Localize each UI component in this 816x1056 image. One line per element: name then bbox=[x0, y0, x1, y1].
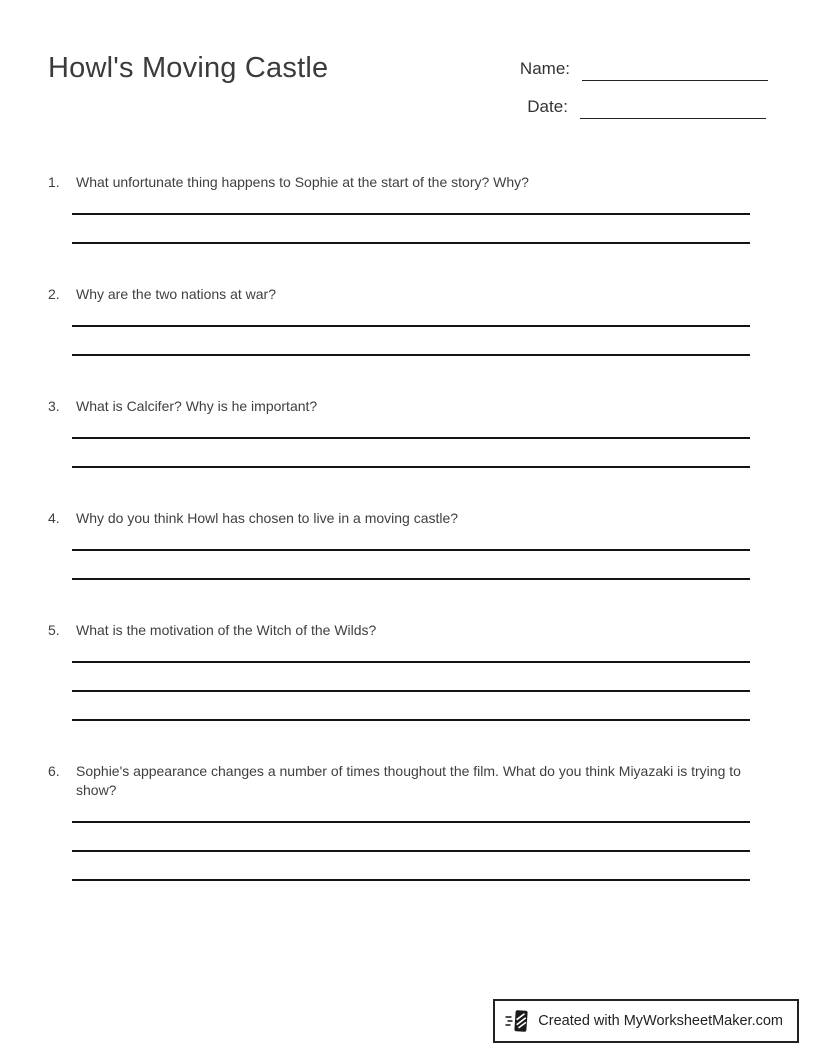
answer-line bbox=[72, 466, 750, 468]
date-blank-line bbox=[580, 95, 766, 119]
answer-line bbox=[72, 325, 750, 327]
name-blank-line bbox=[582, 57, 768, 81]
question-number: 4. bbox=[48, 510, 60, 526]
answer-line bbox=[72, 549, 750, 551]
answer-lines bbox=[72, 325, 750, 356]
question-text: What is the motivation of the Witch of the Wilds? bbox=[76, 622, 377, 638]
question-row bbox=[48, 397, 768, 416]
question-block bbox=[48, 621, 768, 721]
question-row bbox=[48, 173, 768, 192]
question-row bbox=[48, 285, 768, 304]
answer-lines bbox=[72, 437, 750, 468]
answer-line bbox=[72, 437, 750, 439]
answer-line bbox=[72, 821, 750, 823]
question-block bbox=[48, 762, 768, 881]
answer-line bbox=[72, 578, 750, 580]
question-row bbox=[48, 509, 768, 528]
questions-list bbox=[48, 173, 768, 881]
question-text: Why do you think Howl has chosen to live in a moving castle? bbox=[76, 510, 459, 526]
answer-line bbox=[72, 354, 750, 356]
question-text: What unfortunate thing happens to Sophie at the start of the story? Why? bbox=[76, 174, 529, 190]
answer-lines bbox=[72, 821, 750, 881]
answer-line bbox=[72, 719, 750, 721]
answer-lines bbox=[72, 661, 750, 721]
answer-line bbox=[72, 213, 750, 215]
answer-lines bbox=[72, 549, 750, 580]
question-number: 2. bbox=[48, 286, 60, 302]
name-label: Name: bbox=[519, 59, 570, 78]
question-block bbox=[48, 509, 768, 580]
question-row bbox=[48, 762, 768, 800]
name-date-fields bbox=[520, 50, 768, 119]
credit-badge bbox=[493, 999, 799, 1043]
credit-text: Created with MyWorksheetMaker.com bbox=[538, 1013, 783, 1029]
answer-line bbox=[72, 242, 750, 244]
answer-line bbox=[72, 690, 750, 692]
question-number: 5. bbox=[48, 622, 60, 638]
answer-line bbox=[72, 850, 750, 852]
question-text: Sophie's appearance changes a number of times thoughout the film. What do you think Miyazaki is trying to show? bbox=[76, 763, 741, 798]
question-block bbox=[48, 285, 768, 356]
answer-lines bbox=[72, 213, 750, 244]
page-title: Howl's Moving Castle bbox=[48, 52, 329, 84]
question-number: 3. bbox=[48, 398, 60, 414]
worksheet-logo-icon bbox=[505, 1008, 529, 1034]
question-text: Why are the two nations at war? bbox=[76, 286, 276, 302]
answer-line bbox=[72, 879, 750, 881]
question-block bbox=[48, 397, 768, 468]
name-field-row bbox=[520, 52, 768, 81]
question-row bbox=[48, 621, 768, 640]
answer-line bbox=[72, 661, 750, 663]
question-block bbox=[48, 173, 768, 244]
question-number: 1. bbox=[48, 174, 60, 190]
question-text: What is Calcifer? Why is he important? bbox=[76, 398, 318, 414]
question-number: 6. bbox=[48, 763, 60, 779]
date-label: Date: bbox=[527, 97, 568, 116]
date-field-row bbox=[520, 90, 768, 119]
worksheet-header bbox=[48, 50, 768, 119]
